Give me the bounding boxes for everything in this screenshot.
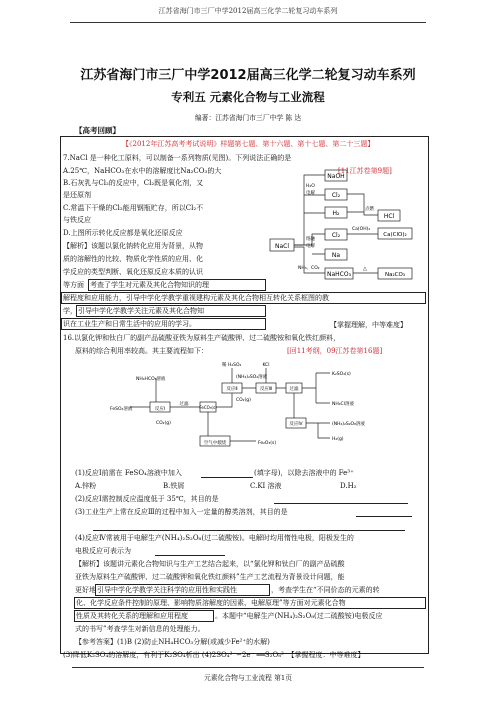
label-nh42so4: (NH₄)₂SO₄溶液 xyxy=(236,375,268,380)
q7-highlight-2: 解程度和应用能力，引导中学化学教学重视建构元素及其化合物相互转化关系框图的教 xyxy=(61,292,426,304)
label-co2: CO₂(g) xyxy=(156,421,171,426)
node-cl2: Cl₂ xyxy=(331,192,341,199)
node-reaction-4: 反应Ⅳ xyxy=(289,422,303,427)
out-nh42s2o8: (NH₄)₂S₂O₈溶液 xyxy=(332,422,365,427)
label-lime: Ca(OH)₂ xyxy=(352,227,371,232)
q7-analysis-4a: 等方面 xyxy=(63,281,84,289)
intro-line: 【《2012年江苏高考考试说明》样题第七题、第十六题、第十七题、第二十三题】 xyxy=(122,140,375,148)
node-naoh: NaOH xyxy=(327,173,345,180)
page-title: 江苏省海门市三厂中学2012届高三化学二轮复习动车系列 xyxy=(80,68,416,83)
q7-source: [11江苏卷第9题] xyxy=(338,167,392,175)
label-h2so4: 稀 H₂SO₄ xyxy=(222,363,242,368)
q7-option-a: A.25℃，NaHCO₃在水中的溶解度比Na₂CO₃的大 xyxy=(63,167,222,175)
q16-part1b: (填字母)，以除去溶液中的 Fe³⁺ xyxy=(254,469,354,477)
q16-part1: (1)反应Ⅰ前需在 FeSO₄溶液中加入 xyxy=(75,469,182,477)
out-h2: H₂(g) xyxy=(332,437,344,442)
q7-analysis-2: 质的溶解性的比较、物质化学性质的应用、化 xyxy=(63,255,203,263)
node-feso4: FeSO₄溶液 xyxy=(110,407,133,412)
q16-stem-2: 原料的综合利用率较高。其主要流程如下： xyxy=(75,347,208,355)
label-electrolysis: 电解 xyxy=(306,191,315,196)
label-molten: 熔融 xyxy=(306,237,315,242)
q16-analysis-3c: ，考查学生在“不同价态的元素的转 xyxy=(271,586,380,594)
q7-stem: 7.NaCl 是一种化工原料，可以制备一系列物质(见图)。下列说法正确的是 xyxy=(63,154,292,162)
q16-part2-blank xyxy=(274,503,408,504)
label-h2o: H₂O xyxy=(306,184,315,189)
q16-highlight-2: 化、化学反应条件控制的原理、影响物质溶解度的因素、电解原理”等方面对元素化合物 xyxy=(74,597,426,609)
q16-option-d: D.H₂ xyxy=(340,482,357,490)
q16-option-b: B.铁屑 xyxy=(163,482,185,490)
out-nh4cl: NH₄Cl溶液 xyxy=(332,402,354,407)
q16-option-c: C.KI 溶液 xyxy=(250,482,282,490)
q7-option-b1: B.石灰乳与Cl₂的反应中，Cl₂既是氧化剂，又 xyxy=(63,179,204,187)
author-line: 编著：江苏省海门市三厂中学 陈 达 xyxy=(194,114,302,122)
q7-option-b2: 是还原剂 xyxy=(63,191,91,199)
process-flowchart xyxy=(96,358,396,456)
q16-part4a: (4)反应Ⅳ常被用于电解生产(NH₄)₂S₂O₈(过二硫酸铵)。电解时均用惰性电极，阳极发生的 xyxy=(75,534,354,542)
label-co2-b: CO₂(g) xyxy=(236,398,251,403)
node-reaction-3: 反应Ⅲ xyxy=(259,387,273,392)
q7-analysis-1: 【解析】该题以氯化钠转化应用为背景，从物 xyxy=(63,242,203,250)
node-cl2-b: Cl₂ xyxy=(331,232,341,239)
section-label: 【高考回顾】 xyxy=(75,126,120,135)
node-nacl: NaCl xyxy=(274,243,290,250)
q16-analysis-5b: 。本题中“电解生产(NH₄)₂S₂O₈(过二硫酸铵)电极反应 xyxy=(215,612,383,620)
page-footer: 元素化合物与工业流程 第1页 xyxy=(203,674,293,682)
q16-part3-blank-2 xyxy=(93,530,405,531)
q16-answer-2: (3)降低K₂SO₄的溶解度，有利于K₂SO₄析出 (4)2SO₄²⁻−2e⁻ ══S₂O₈²⁻【掌握程度：中等难度】 xyxy=(63,651,365,659)
running-header: 江苏省海门市三厂中学2012届高三化学二轮复习动车系列 xyxy=(158,7,338,15)
q16-stem-1: 16.以氯化钾和钛白厂的副产品硫酸亚铁为原料生产硫酸钾、过二硫酸铵和氧化铁红颜料， xyxy=(63,334,341,342)
node-calcine: 空气中煅烧 xyxy=(203,441,227,446)
q16-option-a: A.锌粉 xyxy=(75,482,97,490)
q16-source: [回11考纲，09江苏卷第16题] xyxy=(287,347,383,355)
node-hcl: HCl xyxy=(383,213,395,220)
q16-part3-blank xyxy=(356,516,412,517)
node-reaction-2: 反应Ⅱ xyxy=(226,387,238,392)
q16-answer-1: 【参考答案】(1)B (2)防止NH₄HCO₃分解(或减少Fe²⁺的水解) xyxy=(75,638,270,646)
label-ignite: 点燃 xyxy=(365,207,374,212)
q7-highlight-4: 识在工业生产和日常生活中的应用的学习。 xyxy=(61,318,266,330)
q7-highlight-1: 考查了学生对元素及其化合物知识的理 xyxy=(88,279,266,291)
footer-divider xyxy=(72,667,424,668)
q16-part1-blank xyxy=(201,477,253,478)
out-k2so4: K₂SO₄(s) xyxy=(332,372,351,377)
q7-highlight-3: 引导中学化学教学关注元素及其化合物知 xyxy=(76,305,266,317)
q16-analysis-3a: 更好地 xyxy=(75,586,96,594)
label-nh3-co2: NH₃、CO₂ xyxy=(298,266,320,271)
nacl-conversion-diagram xyxy=(268,167,424,287)
q16-part4b: 电极反应可表示为 xyxy=(75,547,131,555)
q7-analysis-3: 学反应的类型判断、氧化还原反应本质的认识 xyxy=(63,268,203,276)
q7-option-c2: 与铁反应 xyxy=(63,216,91,224)
q16-part4-blank xyxy=(155,555,225,556)
q16-part3: (3)工业生产上常在反应Ⅲ的过程中加入一定量的醇类溶剂，其目的是 xyxy=(75,508,288,516)
q16-analysis-6: 式的书写”考查学生对新信息的处理能力。 xyxy=(75,625,205,633)
node-nh4hco3: NH₄HCO₃溶液 xyxy=(136,377,166,382)
label-electrolysis-2: 电解 xyxy=(306,244,315,249)
label-filter-2: 过滤 xyxy=(289,387,299,392)
label-kcl: KCl xyxy=(262,363,270,368)
label-filter-1: 过滤 xyxy=(179,402,189,407)
q16-highlight-3: 性质及其转化关系的理解和应用程度 xyxy=(74,610,214,622)
node-reaction-1: 反应Ⅰ xyxy=(154,407,166,412)
q16-part2: (2)反应Ⅰ需控制反应温度低于 35℃，其目的是 xyxy=(75,495,219,503)
q7-analysis-6a: 学， xyxy=(63,307,77,315)
node-na2co3: Na₂CO₃ xyxy=(384,272,406,278)
q7-option-d: D.上图所示转化反应都是氧化还原反应 xyxy=(63,229,183,237)
q7-option-c1: C.常温下干燥的Cl₂能用钢瓶贮存，所以Cl₂不 xyxy=(63,204,204,212)
q7-mastery: 【掌握理解，中等难度】 xyxy=(330,321,407,329)
node-fe2o3: Fe₂O₃(s) xyxy=(258,441,277,446)
node-caclo2: Ca(ClO)₂ xyxy=(383,232,407,238)
label-heat: △ xyxy=(363,266,367,272)
page-subtitle: 专利五 元素化合物与工业流程 xyxy=(171,90,325,104)
header-divider xyxy=(70,22,426,23)
node-feco3: FeCO₃(s) xyxy=(199,405,217,410)
node-na: Na xyxy=(331,252,341,259)
node-h2: H₂ xyxy=(332,210,340,217)
node-nahco3: NaHCO₃ xyxy=(327,271,351,278)
q16-analysis-1: 【解析】该题讲元素化合物知识与生产工艺结合起来，以“氯化钾和钛白厂的副产品硫酸 xyxy=(75,560,345,568)
q16-analysis-2: 亚铁为原料生产硫酸钾、过二硫酸钾和氧化铁红颜料”生产工艺流程为背景设计问题，能 xyxy=(75,573,345,581)
q16-highlight-1: 引导中学化学教学关注科学的应用性和实践性 xyxy=(95,584,270,596)
